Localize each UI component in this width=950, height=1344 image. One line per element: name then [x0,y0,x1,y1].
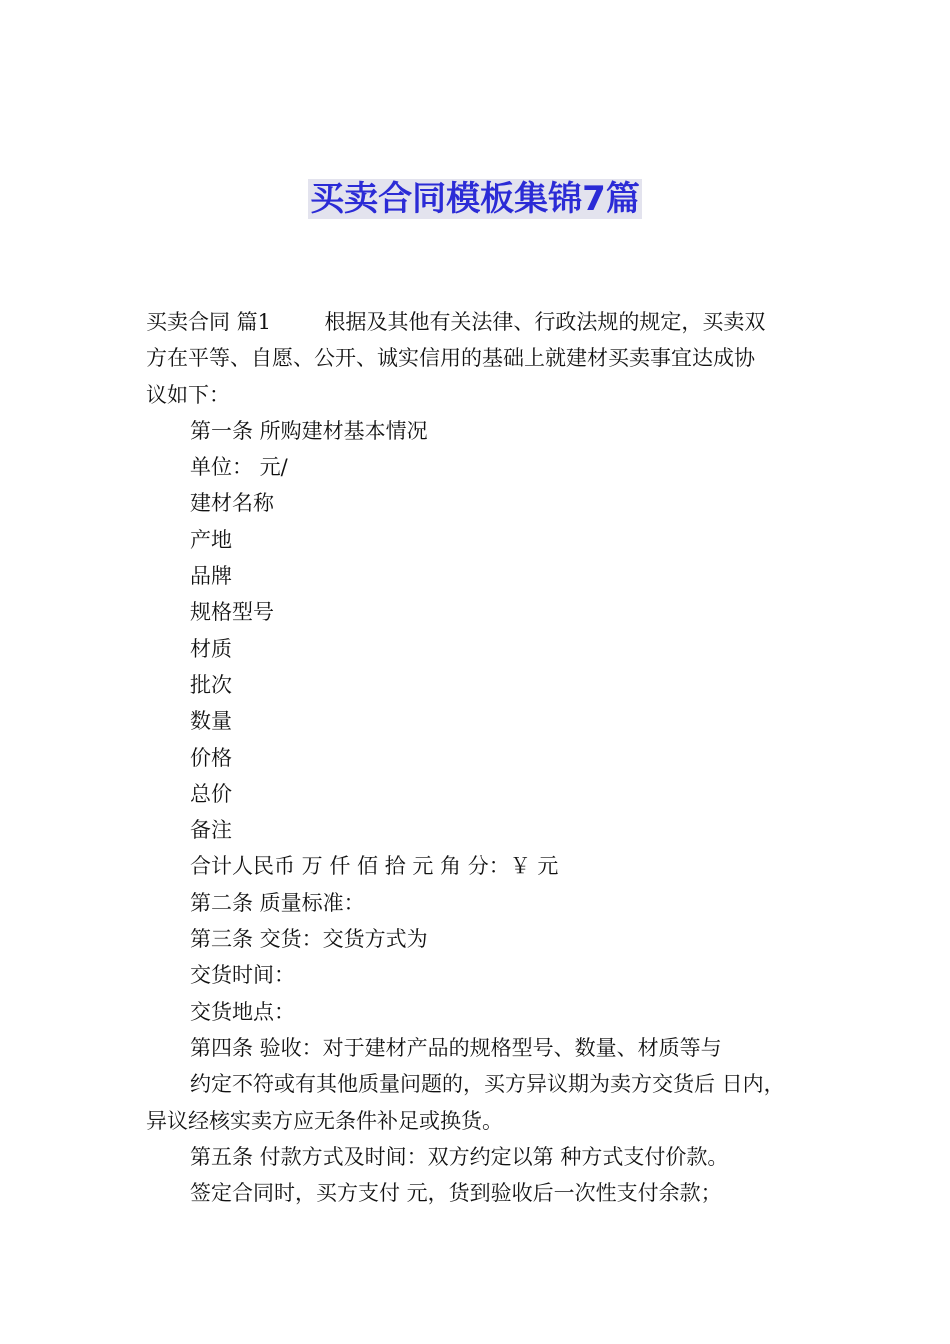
field-batch: 批次 [190,672,232,697]
delivery-place-line: 交货地点： [190,999,295,1024]
article-5-item: 签定合同时，买方支付 元，货到验收后一次性支付余款； [190,1181,722,1206]
intro-line: 买卖合同 篇1 根据及其他有关法律、行政法规的规定，买卖双 [146,310,766,334]
unit-line: 单位： 元/ [190,455,288,480]
document-body [146,304,826,1211]
article-5-heading: 第五条 付款方式及时间：双方约定以第 种方式支付价款。 [190,1144,729,1169]
article-2-heading: 第二条 质量标准： [190,890,365,915]
field-price: 价格 [190,745,232,770]
field-quantity: 数量 [190,709,232,734]
field-spec-model: 规格型号 [190,600,274,625]
field-material: 材质 [190,636,232,661]
article-4-heading: 第四条 验收：对于建材产品的规格型号、数量、材质等与 [190,1035,722,1060]
intro-line: 方在平等、自愿、公开、诚实信用的基础上就建材买卖事宜达成协 [146,346,755,371]
article-1-heading: 第一条 所购建材基本情况 [190,418,428,443]
field-total: 总价 [190,781,232,806]
intro-line: 议如下： [146,382,230,407]
article-4-body-line: 异议经核实卖方应无条件补足或换货。 [146,1108,503,1133]
total-rmb-line: 合计人民币 万 仟 佰 拾 元 角 分：￥ 元 [190,854,559,879]
field-remarks: 备注 [190,818,232,843]
article-4-body-line: 约定不符或有其他质量问题的，买方异议期为卖方交货后 日内， [190,1072,785,1097]
delivery-time-line: 交货时间： [190,963,295,988]
field-origin: 产地 [190,527,232,552]
document-title: 买卖合同模板集锦7篇 [310,179,640,219]
field-brand: 品牌 [190,564,232,589]
article-3-heading: 第三条 交货：交货方式为 [190,927,428,952]
field-material-name: 建材名称 [190,491,274,516]
